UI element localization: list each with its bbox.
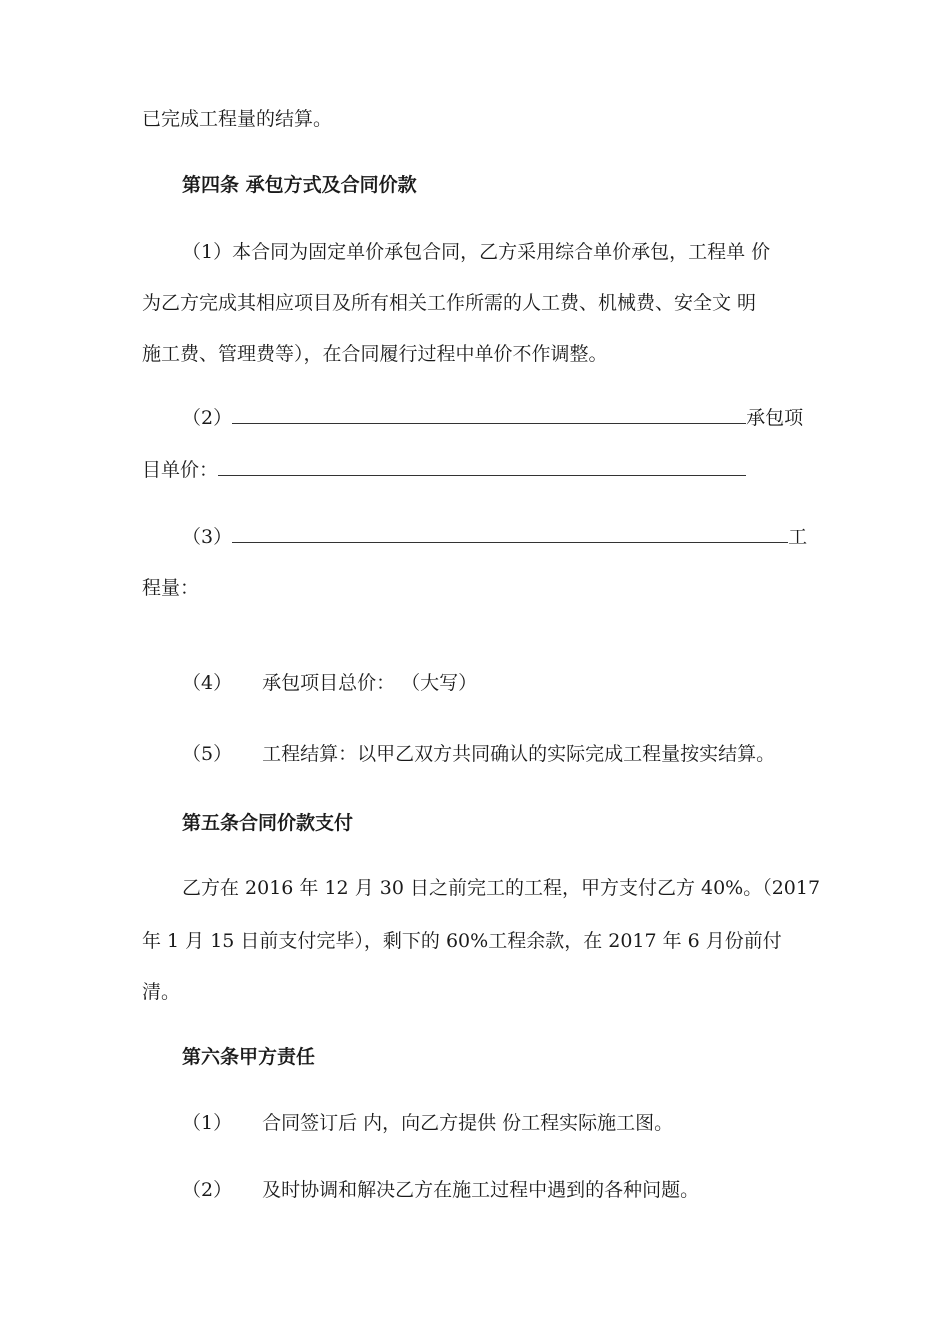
paragraph-line: 施工费、管理费等），在合同履行过程中单价不作调整。 <box>142 343 608 365</box>
clause-text: 合同签订后 内，向乙方提供 份工程实际施工图。 <box>262 1112 674 1134</box>
clause-number: （1） <box>182 1112 233 1134</box>
fill-in-blank[interactable] <box>232 405 746 424</box>
clause-number: （2） <box>182 407 233 429</box>
clause-line <box>182 1111 673 1135</box>
clause-text: 目单价： <box>142 459 219 481</box>
clause-5-line <box>182 742 775 766</box>
clause-number: （5） <box>182 743 233 765</box>
section-heading-article-6: 第六条甲方责任 <box>182 1046 316 1068</box>
clause-text: 工 <box>788 526 808 548</box>
clause-text: 承包项 <box>746 407 804 429</box>
paragraph-line: （1）本合同为固定单价承包合同，乙方采用综合单价承包，工程单 价 <box>182 241 771 263</box>
clause-3-line <box>182 524 807 549</box>
paragraph-line: 已完成工程量的结算。 <box>142 108 333 130</box>
paragraph-line: 乙方在 2016 年 12 月 30 日之前完工的工程，甲方支付乙方 40%。（2017 <box>182 877 821 899</box>
paragraph-line: 为乙方完成其相应项目及所有相关工作所需的人工费、机械费、安全文 明 <box>142 292 757 314</box>
clause-4-line <box>182 671 477 695</box>
clause-2-line <box>182 405 803 430</box>
fill-in-blank[interactable] <box>218 457 746 476</box>
paragraph-line: 清。 <box>142 981 181 1003</box>
paragraph-line: 年 1 月 15 日前支付完毕），剩下的 60%工程余款，在 2017 年 6 月份前付 <box>142 930 782 952</box>
section-heading-article-5: 第五条合同价款支付 <box>182 812 354 834</box>
fill-in-blank[interactable] <box>232 524 788 543</box>
clause-number: （2） <box>182 1179 233 1201</box>
clause-text: 工程结算：以甲乙双方共同确认的实际完成工程量按实结算。 <box>262 743 776 765</box>
clause-text: 承包项目总价： （大写） <box>262 672 478 694</box>
clause-number: （3） <box>182 526 233 548</box>
section-heading-article-4: 第四条 承包方式及合同价款 <box>182 174 417 196</box>
clause-2-continuation <box>142 457 746 482</box>
paragraph-line: 程量： <box>142 577 200 599</box>
clause-line <box>182 1178 699 1202</box>
clause-text: 及时协调和解决乙方在施工过程中遇到的各种问题。 <box>262 1179 700 1201</box>
clause-number: （4） <box>182 672 233 694</box>
